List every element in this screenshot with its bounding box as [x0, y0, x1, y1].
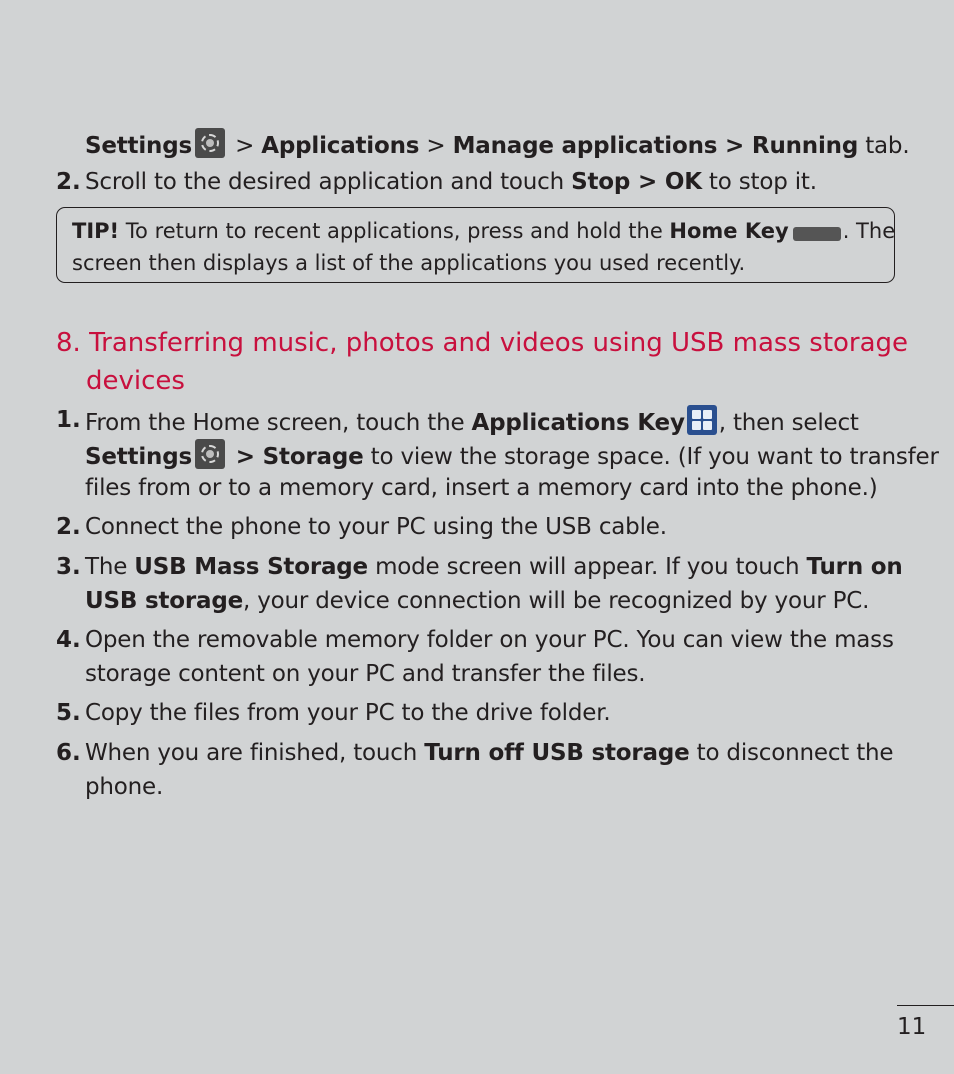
tip-box [56, 207, 895, 283]
settings-label: Settings [85, 444, 192, 470]
step-text-part: mode screen will appear. If you touch [367, 554, 807, 580]
home-key-label: Home Key [669, 219, 789, 243]
step-text-part: to stop it. [701, 169, 817, 195]
turn-on-label: Turn on [806, 554, 903, 580]
step-text-part: When you are finished, touch [85, 740, 425, 766]
tip-line-1 [72, 217, 895, 245]
applications-key-label: Applications Key [471, 410, 685, 436]
tab-text: tab. [858, 133, 910, 159]
step-text: Copy the files from your PC to the drive folder. [85, 700, 611, 726]
tip-line-2: screen then displays a list of the applications you used recently. [72, 251, 746, 275]
step-number: 1. [56, 407, 81, 433]
tip-label: TIP! [72, 219, 120, 243]
step-text [85, 405, 859, 438]
step-number: 2. [56, 514, 81, 540]
applications-label: Applications [261, 133, 420, 159]
step-text [85, 439, 939, 472]
step-number: 2. [56, 169, 81, 195]
stop-ok-label: Stop > OK [571, 169, 702, 195]
tip-text: . The [842, 219, 896, 243]
step-text [85, 167, 817, 197]
settings-label: Settings [85, 133, 192, 159]
step-text [85, 552, 903, 582]
settings-gear-icon [195, 128, 225, 158]
page-number: 11 [897, 1014, 927, 1040]
storage-label: > Storage [227, 444, 364, 470]
settings-gear-icon [195, 439, 225, 469]
home-key-icon [793, 227, 841, 241]
step-text-part: to disconnect the [689, 740, 894, 766]
manage-applications-label: Manage applications > Running [452, 133, 859, 159]
usb-storage-label: USB storage [85, 588, 243, 614]
usb-mass-storage-label: USB Mass Storage [134, 554, 368, 580]
step-text [85, 586, 869, 616]
section-heading-cont: devices [86, 366, 185, 396]
footer-rule [897, 1005, 954, 1006]
step-text: Connect the phone to your PC using the USB cable. [85, 514, 667, 540]
step-text-part: The [85, 554, 135, 580]
step-number: 5. [56, 700, 81, 726]
step-text: storage content on your PC and transfer the files. [85, 661, 646, 687]
step-text: Open the removable memory folder on your PC. You can view the mass [85, 627, 894, 653]
step-number: 4. [56, 627, 81, 653]
intro-line [85, 128, 909, 161]
step-text: files from or to a memory card, insert a memory card into the phone.) [85, 475, 878, 501]
step-text-part: to view the storage space. (If you want to transfer [363, 444, 939, 470]
separator: > [227, 133, 262, 159]
separator: > [419, 133, 453, 159]
step-text-part: Scroll to the desired application and touch [85, 169, 572, 195]
tip-text: To return to recent applications, press and hold the [119, 219, 670, 243]
step-text-part: , your device connection will be recognized by your PC. [243, 588, 870, 614]
step-text: phone. [85, 774, 164, 800]
section-heading: 8. Transferring music, photos and videos using USB mass storage [56, 328, 909, 358]
step-text [85, 738, 893, 768]
applications-key-icon [687, 405, 717, 435]
step-number: 3. [56, 554, 81, 580]
turn-off-usb-label: Turn off USB storage [424, 740, 690, 766]
step-text-part: From the Home screen, touch the [85, 410, 472, 436]
step-text-part: , then select [718, 410, 859, 436]
step-number: 6. [56, 740, 81, 766]
